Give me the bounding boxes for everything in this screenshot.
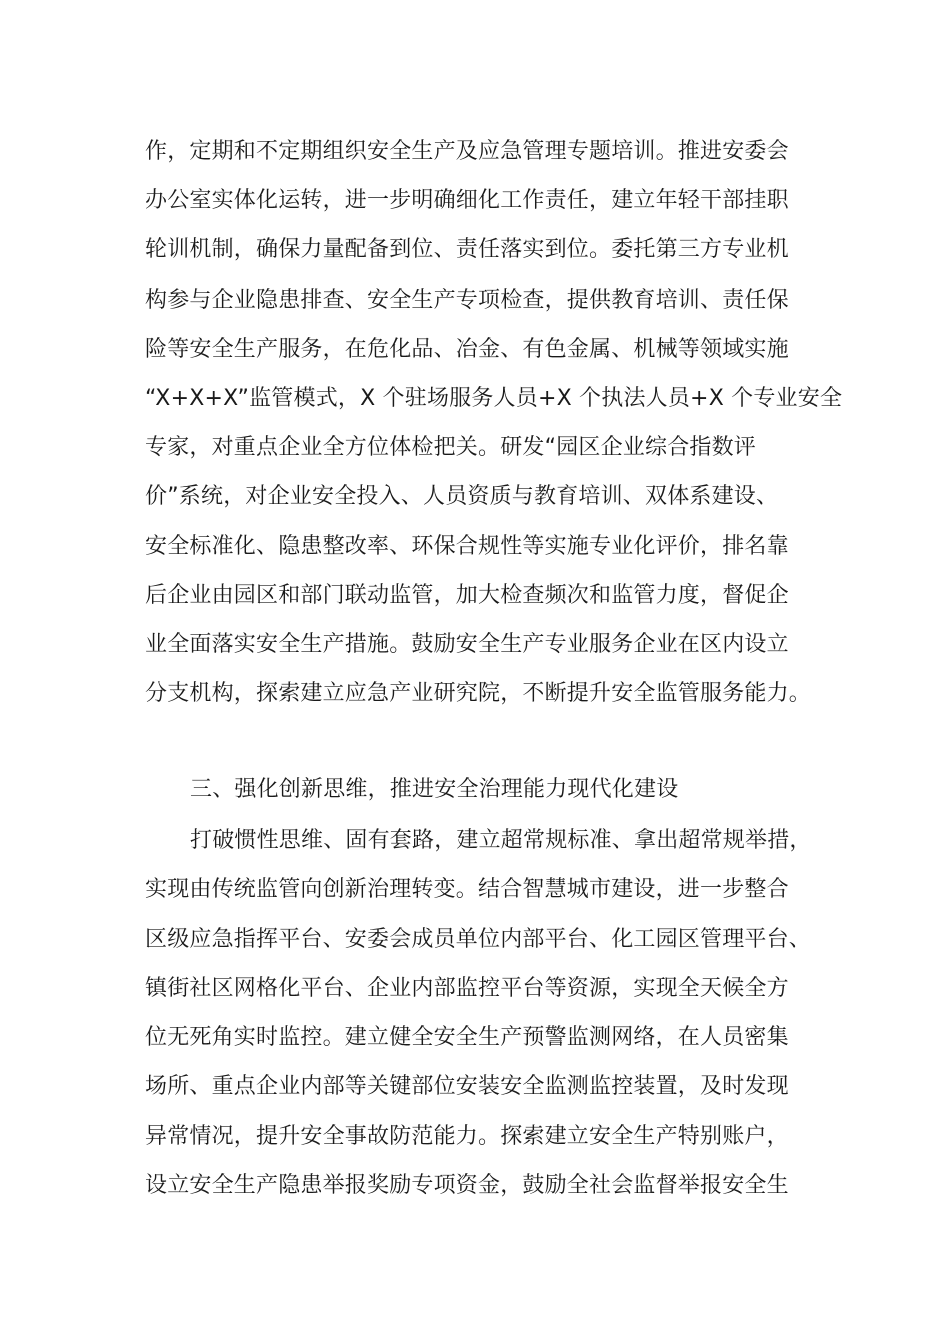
text-line: 办公室实体化运转，进一步明确细化工作责任，建立年轻干部挂职 [145,188,789,213]
text-line: 场所、重点企业内部等关键部位安装安全监测监控装置，及时发现 [145,1074,789,1099]
text-line: 异常情况，提升安全事故防范能力。探索建立安全生产特别账户， [145,1124,789,1149]
text-line: 后企业由园区和部门联动监管，加大检查频次和监管力度，督促企 [145,583,789,608]
text-line: 构参与企业隐患排查、安全生产专项检查，提供教育培训、责任保 [145,288,789,313]
text-line: 轮训机制，确保力量配备到位、责任落实到位。委托第三方专业机 [145,237,789,262]
text-line: 区级应急指挥平台、安委会成员单位内部平台、化工园区管理平台、 [145,927,812,952]
text-line: 安全标准化、隐患整改率、环保合规性等实施专业化评价，排名靠 [145,534,789,559]
text-line: 位无死角实时监控。建立健全安全生产预警监测网络，在人员密集 [145,1025,789,1050]
text-line: 价”系统，对企业安全投入、人员资质与教育培训、双体系建设、 [145,484,779,509]
text-line: 打破惯性思维、固有套路，建立超常规标准、拿出超常规举措， [190,828,812,853]
text-line: 险等安全生产服务，在危化品、冶金、有色金属、机械等领域实施 [145,337,789,362]
text-line: “X+X+X”监管模式，X 个驻场服务人员+X 个执法人员+X 个专业安全 [145,386,843,411]
text-line: 设立安全生产隐患举报奖励专项资金，鼓励全社会监督举报安全生 [145,1173,789,1198]
text-line: 专家，对重点企业全方位体检把关。研发“园区企业综合指数评 [145,435,756,460]
text-line: 分支机构，探索建立应急产业研究院，不断提升安全监管服务能力。 [145,681,812,706]
text-line: 实现由传统监管向创新治理转变。结合智慧城市建设，进一步整合 [145,877,789,902]
text-line: 业全面落实安全生产措施。鼓励安全生产专业服务企业在区内设立 [145,632,789,657]
text-line: 作，定期和不定期组织安全生产及应急管理专题培训。推进安委会 [145,139,789,164]
section-heading: 三、强化创新思维，推进安全治理能力现代化建设 [190,777,679,802]
text-line: 镇街社区网格化平台、企业内部监控平台等资源，实现全天候全方 [145,976,789,1001]
